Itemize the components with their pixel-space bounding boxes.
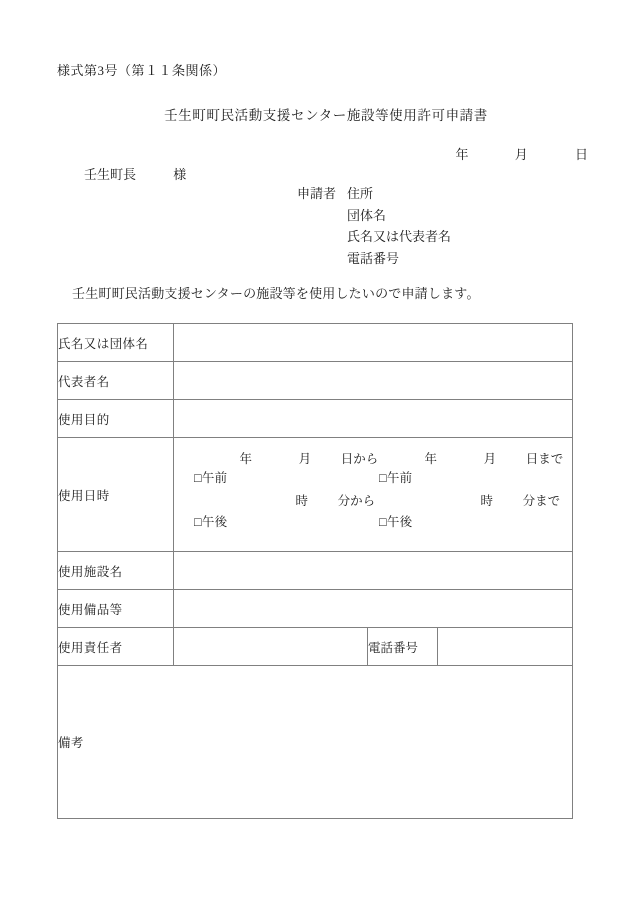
- label-facility: 使用施設名: [58, 552, 174, 590]
- datetime-from-time: [194, 491, 399, 509]
- date-day-label: 日: [574, 147, 588, 162]
- addressee-honorific: 様: [173, 167, 187, 182]
- table-row-responsible: [58, 628, 573, 666]
- applicant-group-row: [297, 205, 451, 227]
- datetime-to-date: [379, 449, 584, 467]
- to-day-label: 日まで: [525, 452, 564, 466]
- to-am-checkbox[interactable]: □午前: [379, 471, 413, 485]
- from-pm-checkbox[interactable]: □午後: [194, 515, 228, 529]
- date-line: [455, 144, 588, 163]
- datetime-to-pm: [379, 512, 584, 530]
- applicant-field-group-name: 団体名: [347, 207, 387, 223]
- label-datetime: 使用日時: [58, 438, 174, 552]
- application-statement: 壬生町町民活動支援センターの施設等を使用したいので申請します。: [72, 286, 480, 301]
- label-responsible-phone: 電話番号: [367, 628, 437, 666]
- label-responsible: 使用責任者: [58, 628, 174, 666]
- form-code: 様式第3号（第１１条関係）: [57, 63, 227, 78]
- value-representative[interactable]: [174, 362, 573, 400]
- from-hour-label: 時: [295, 494, 308, 508]
- from-month-label: 月: [298, 452, 312, 466]
- addressee-name: 壬生町長: [84, 167, 137, 182]
- applicant-field-phone: 電話番号: [347, 250, 400, 266]
- datetime-from-pm: [194, 512, 399, 530]
- table-row-purpose: [58, 400, 573, 438]
- label-purpose: 使用目的: [58, 400, 174, 438]
- applicant-lead-label: 申請者: [297, 186, 337, 201]
- date-month-label: 月: [514, 147, 528, 162]
- to-month-label: 月: [483, 452, 497, 466]
- label-equipment: 使用備品等: [58, 590, 174, 628]
- value-responsible-phone[interactable]: [437, 628, 572, 666]
- from-am-checkbox[interactable]: □午前: [194, 471, 228, 485]
- application-form-table: [57, 323, 573, 819]
- addressee: [84, 164, 186, 183]
- from-day-label: 日から: [340, 452, 379, 466]
- from-year-label: 年: [239, 452, 252, 466]
- label-remarks[interactable]: 備考: [58, 666, 573, 819]
- applicant-field-name-or-rep: 氏名又は代表者名: [347, 229, 452, 244]
- datetime-to-am: [379, 468, 584, 486]
- value-name-or-group[interactable]: [174, 324, 573, 362]
- label-representative: 代表者名: [58, 362, 174, 400]
- applicant-name-row: [297, 226, 451, 248]
- applicant-address-row: [297, 183, 451, 205]
- date-year-label: 年: [455, 147, 469, 162]
- from-minute-label: 分から: [337, 494, 376, 508]
- datetime-from-date: [194, 449, 399, 467]
- datetime-composite: [174, 438, 572, 551]
- value-purpose[interactable]: [174, 400, 573, 438]
- page-title: 壬生町町民活動支援センター施設等使用許可申請書: [164, 108, 488, 123]
- to-pm-checkbox[interactable]: □午後: [379, 515, 413, 529]
- datetime-to-time: [379, 491, 584, 509]
- table-row-facility: [58, 552, 573, 590]
- table-row-datetime: [58, 438, 573, 552]
- applicant-block: [297, 183, 451, 269]
- table-row-representative: [58, 362, 573, 400]
- value-facility[interactable]: [174, 552, 573, 590]
- value-equipment[interactable]: [174, 590, 573, 628]
- table-row-name-or-group: [58, 324, 573, 362]
- datetime-from-am: [194, 468, 399, 486]
- label-name-or-group: 氏名又は団体名: [58, 324, 174, 362]
- table-row-equipment: [58, 590, 573, 628]
- value-datetime[interactable]: [174, 438, 573, 552]
- applicant-tel-row: [297, 248, 451, 270]
- to-year-label: 年: [424, 452, 437, 466]
- to-hour-label: 時: [480, 494, 493, 508]
- to-minute-label: 分まで: [522, 494, 561, 508]
- applicant-field-address: 住所: [347, 186, 374, 201]
- value-responsible[interactable]: [174, 628, 368, 666]
- table-row-remarks: [58, 666, 573, 819]
